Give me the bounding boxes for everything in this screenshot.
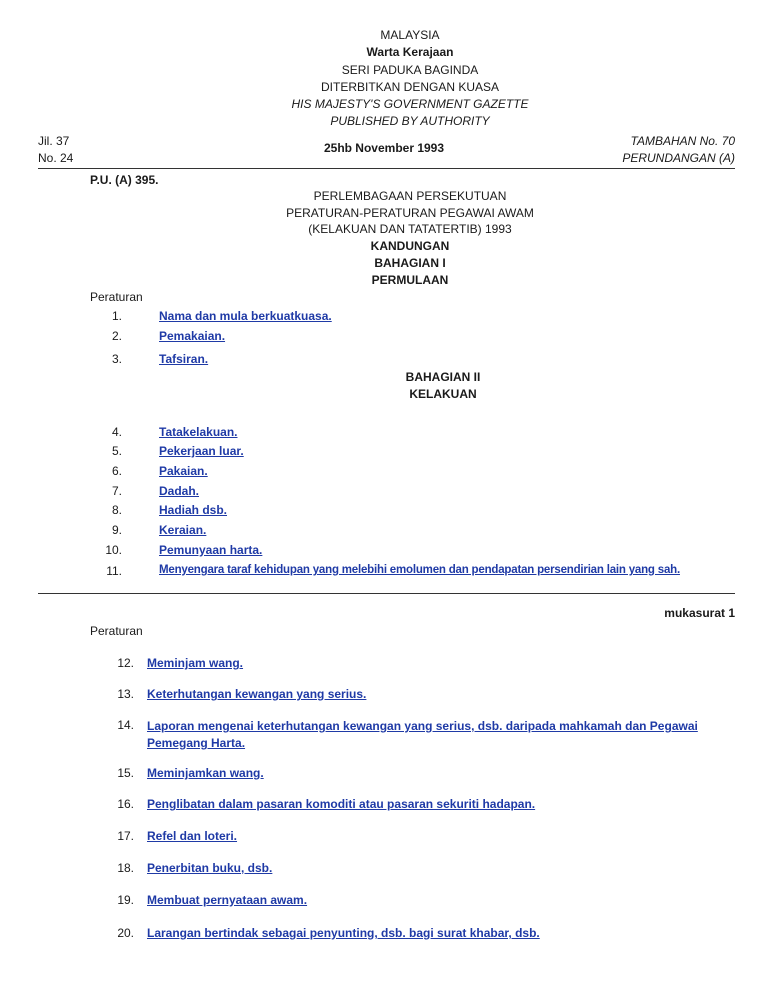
- toc-number: 2.: [111, 329, 122, 343]
- toc-number: 5.: [111, 444, 122, 458]
- toc-number: 8.: [111, 503, 122, 517]
- doc-title-3: (KELAKUAN DAN TATATERTIB) 1993: [308, 222, 512, 236]
- peraturan-label: Peraturan: [90, 290, 143, 304]
- toc-link-tafsiran[interactable]: Tafsiran.: [159, 352, 209, 366]
- bahagian-2-heading: BAHAGIAN II: [405, 370, 481, 384]
- permulaan-heading: PERMULAAN: [371, 273, 449, 287]
- toc-link-menyengara-taraf[interactable]: Menyengara taraf kehidupan yang melebihi emolumen dan pendapatan persendirian lain yang sah.: [159, 564, 680, 576]
- gazette-date: 25hb November 1993: [323, 141, 445, 155]
- toc-number: 4.: [111, 425, 122, 439]
- toc-link-refel-loteri[interactable]: Refel dan loteri.: [147, 829, 238, 843]
- toc-number: 19.: [117, 893, 134, 907]
- doc-title-2: PERATURAN-PERATURAN PEGAWAI AWAM: [286, 206, 534, 220]
- doc-title-1: PERLEMBAGAAN PERSEKUTUAN: [313, 189, 507, 203]
- toc-link-hadiah[interactable]: Hadiah dsb.: [159, 503, 228, 517]
- toc-number: 3.: [111, 352, 122, 366]
- toc-number: 9.: [111, 523, 122, 537]
- toc-link-keraian[interactable]: Keraian.: [159, 523, 207, 537]
- tambahan-label: TAMBAHAN No. 70: [630, 134, 735, 148]
- peraturan-label-page-2: Peraturan: [90, 624, 143, 638]
- toc-number: 17.: [117, 829, 134, 843]
- volume-label: Jil. 37: [38, 134, 70, 148]
- toc-number: 11.: [106, 564, 122, 578]
- header-seri-paduka: SERI PADUKA BAGINDA: [341, 63, 479, 77]
- header-gazette: HIS MAJESTY'S GOVERNMENT GAZETTE: [291, 97, 529, 111]
- toc-link-keterhutangan[interactable]: Keterhutangan kewangan yang serius.: [147, 687, 367, 701]
- kandungan-heading: KANDUNGAN: [370, 239, 450, 253]
- toc-number: 20.: [117, 926, 134, 940]
- toc-number: 12.: [117, 656, 134, 670]
- toc-link-pernyataan-awam[interactable]: Membuat pernyataan awam.: [147, 893, 308, 907]
- toc-link-pemunyaan-harta[interactable]: Pemunyaan harta.: [159, 543, 263, 557]
- toc-number: 6.: [111, 464, 122, 478]
- toc-number: 13.: [117, 687, 134, 701]
- bahagian-1-heading: BAHAGIAN I: [374, 256, 446, 270]
- header-diterbitkan: DITERBITKAN DENGAN KUASA: [320, 80, 500, 94]
- toc-number: 14.: [117, 718, 134, 732]
- toc-link-larangan-penyunting[interactable]: Larangan bertindak sebagai penyunting, dsb. bagi surat khabar, dsb.: [147, 926, 540, 940]
- page-number: mukasurat 1: [664, 606, 735, 620]
- toc-link-laporan-keterhutangan[interactable]: Laporan mengenai keterhutangan kewangan yang serius, dsb. daripada mahkamah dan Pegawai Pemegang Harta.: [147, 719, 698, 750]
- header-malaysia: MALAYSIA: [380, 28, 440, 42]
- toc-link-nama-dan-mula[interactable]: Nama dan mula berkuatkuasa.: [159, 309, 332, 323]
- toc-link-meminjam-wang[interactable]: Meminjam wang.: [147, 656, 244, 670]
- header-divider: [38, 168, 735, 169]
- toc-link-penglibatan-pasaran[interactable]: Penglibatan dalam pasaran komoditi atau pasaran sekuriti hadapan.: [147, 797, 536, 811]
- header-warta-kerajaan: Warta Kerajaan: [366, 45, 454, 59]
- number-label: No. 24: [38, 151, 74, 165]
- toc-number: 7.: [111, 484, 122, 498]
- perundangan-label: PERUNDANGAN (A): [622, 151, 735, 165]
- page-break-divider: [38, 593, 735, 594]
- kelakuan-heading: KELAKUAN: [409, 387, 477, 401]
- toc-number: 15.: [117, 766, 134, 780]
- toc-number: 16.: [117, 797, 134, 811]
- pu-number: P.U. (A) 395.: [90, 173, 159, 187]
- toc-link-penerbitan-buku[interactable]: Penerbitan buku, dsb.: [147, 861, 273, 875]
- toc-link-dadah[interactable]: Dadah.: [159, 484, 200, 498]
- toc-link-meminjamkan-wang[interactable]: Meminjamkan wang.: [147, 766, 264, 780]
- toc-link-tatakelakuan[interactable]: Tatakelakuan.: [159, 425, 238, 439]
- toc-number: 18.: [117, 861, 134, 875]
- toc-link-pakaian[interactable]: Pakaian.: [159, 464, 208, 478]
- toc-link-pemakaian[interactable]: Pemakaian.: [159, 329, 226, 343]
- toc-link-pekerjaan-luar[interactable]: Pekerjaan luar.: [159, 444, 244, 458]
- header-authority: PUBLISHED BY AUTHORITY: [330, 114, 490, 128]
- toc-number: 1.: [111, 309, 122, 323]
- toc-number: 10.: [105, 543, 122, 557]
